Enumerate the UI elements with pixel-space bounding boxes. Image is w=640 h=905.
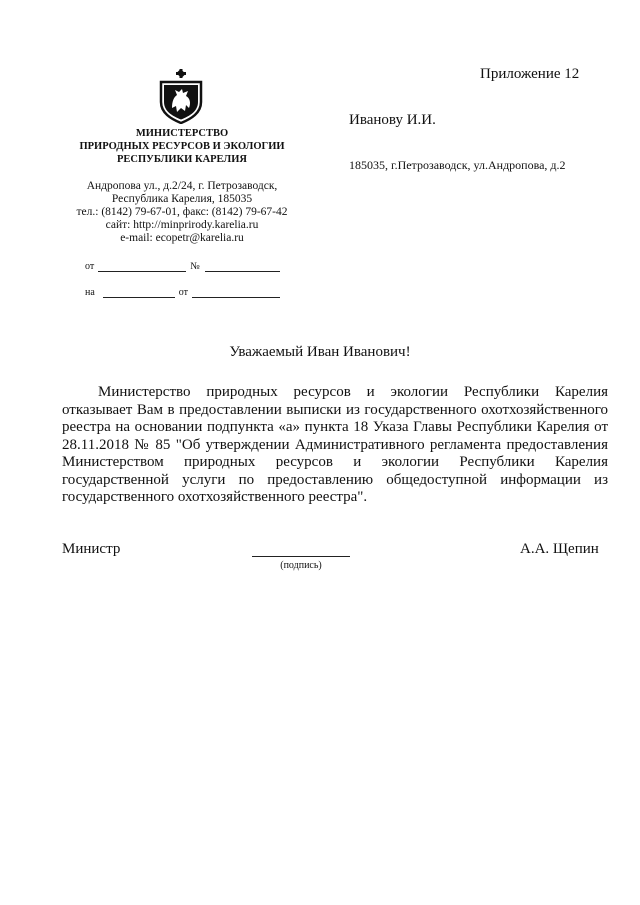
signer-title: Министр <box>62 541 121 557</box>
sender-email: e-mail: ecopetr@karelia.ru <box>120 232 244 244</box>
sender-address-line: Республика Карелия, 185035 <box>111 193 253 205</box>
incoming-reference <box>85 287 280 298</box>
sender-site: сайт: http://minprirody.karelia.ru <box>105 219 259 231</box>
signature-caption: (подпись) <box>280 560 322 571</box>
salutation: Уважаемый Иван Иванович! <box>229 344 411 360</box>
body-paragraph: Министерство природных ресурсов и экологии Республики Карелия отказывает Вам в предоставлении выписки из государственного охотхозяйственного реестра на основании подпункта «а» пункта 18 Указа Главы Республики Карелия от 28.11.2018 № 85 "Об утверждении Административного регламента предоставления Министерством природных ресурсов и экологии Республики Карелия государственной услуги по предоставлению общедоступной информации из государственного охотхозяйственного реестра". <box>62 384 608 505</box>
letter-body <box>62 384 608 507</box>
ministry-name-line: РЕСПУБЛИКИ КАРЕЛИЯ <box>117 154 247 165</box>
ref-on-label: на <box>85 287 95 298</box>
ref-on-date-blank <box>192 287 280 298</box>
ref-on-blank <box>103 287 175 298</box>
ref-number-label: № <box>190 261 200 272</box>
outgoing-reference <box>85 261 280 272</box>
sender-contacts <box>60 180 304 245</box>
ref-date-blank <box>98 261 186 272</box>
recipient-name: Иванову И.И. <box>349 112 436 128</box>
signature-line <box>252 556 350 557</box>
ref-number-blank <box>205 261 280 272</box>
appendix-label: Приложение 12 <box>480 66 580 82</box>
ministry-name-line: МИНИСТЕРСТВО <box>135 128 229 139</box>
karelia-coat-of-arms-icon <box>158 68 204 124</box>
recipient-address: 185035, г.Петрозаводск, ул.Андропова, д.2 <box>349 158 566 172</box>
sender-phone: тел.: (8142) 79-67-01, факс: (8142) 79-67-42 <box>76 206 288 218</box>
ref-on-date-label: от <box>178 287 189 298</box>
sender-ministry-name <box>60 127 304 166</box>
ministry-name-line: ПРИРОДНЫХ РЕСУРСОВ И ЭКОЛОГИИ <box>79 141 285 152</box>
signer-name: А.А. Щепин <box>520 541 599 557</box>
ref-date-label: от <box>85 261 95 272</box>
sender-address-line: Андропова ул., д.2/24, г. Петрозаводск, <box>86 180 278 192</box>
